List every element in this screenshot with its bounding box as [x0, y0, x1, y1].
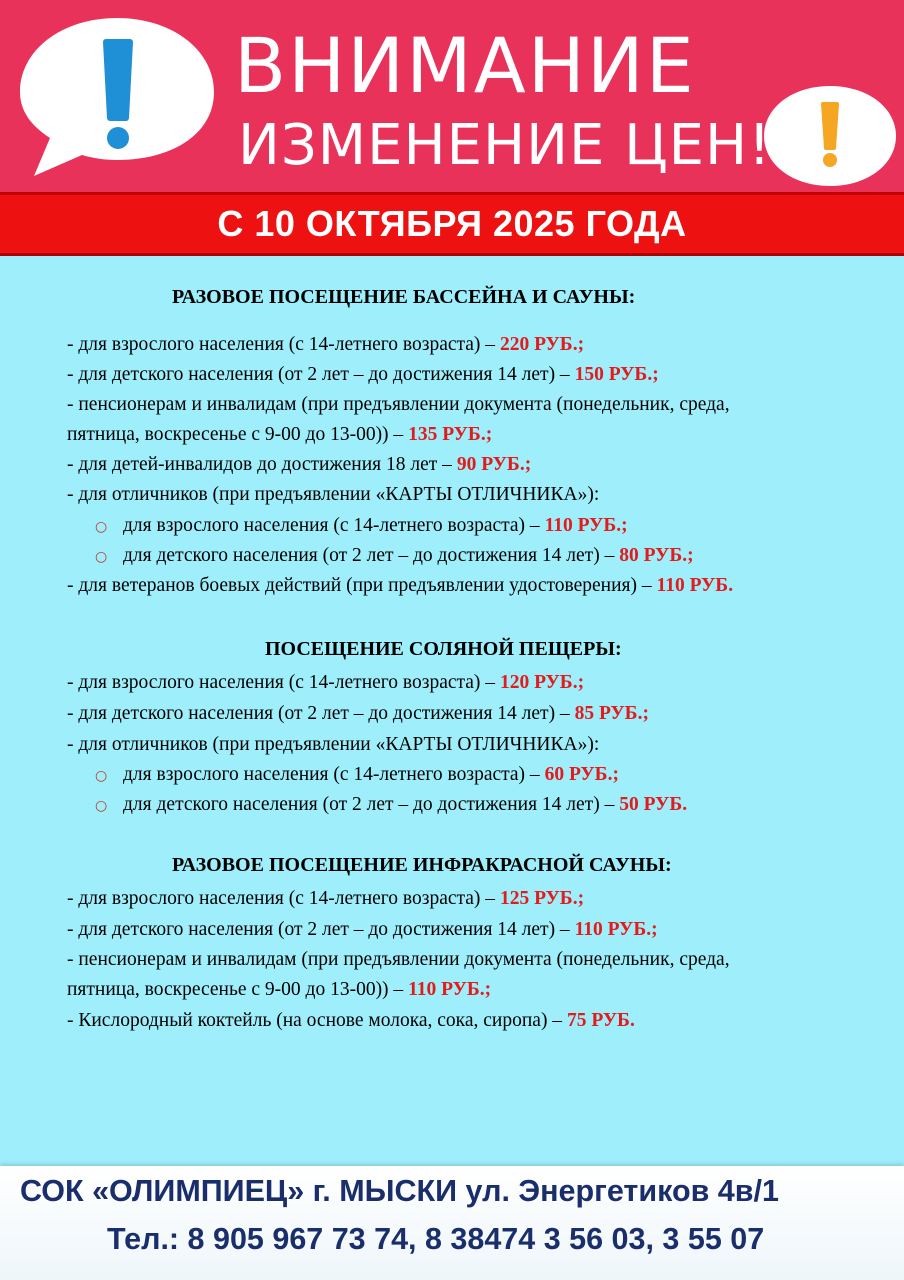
list-item: - для детей-инвалидов до достижения 18 лет – 90 РУБ.;	[67, 454, 532, 475]
price-change-title: ИЗМЕНЕНИЕ ЦЕН!	[238, 113, 772, 178]
salt-heading: ПОСЕЩЕНИЕ СОЛЯНОЙ ПЕЩЕРЫ:	[265, 638, 622, 660]
list-item: - пенсионерам и инвалидам (при предъявлении документа (понедельник, среда,	[67, 394, 730, 415]
list-item: - для взрослого населения (с 14-летнего возраста) – 120 РУБ.;	[67, 672, 585, 693]
list-item: - для детского населения (от 2 лет – до достижения 14 лет) – 110 РУБ.;	[67, 919, 658, 940]
date-text: С 10 ОКТЯБРЯ 2025 ГОДА	[217, 203, 687, 244]
header-banner	[0, 0, 904, 192]
list-item: ○ для взрослого населения (с 14-летнего возраста) – 60 РУБ.;	[95, 762, 619, 789]
exclamation-bubble-orange-icon	[760, 80, 900, 190]
list-item: пятница, воскресенье с 9-00 до 13-00)) – 110 РУБ.;	[67, 979, 492, 1000]
list-item: - для детского населения (от 2 лет – до достижения 14 лет) – 150 РУБ.;	[67, 364, 659, 385]
list-item: - пенсионерам и инвалидам (при предъявлении документа (понедельник, среда,	[67, 949, 730, 970]
list-item: ○ для детского населения (от 2 лет – до достижения 14 лет) – 50 РУБ.	[95, 792, 687, 819]
list-item: ○ для взрослого населения (с 14-летнего возраста) – 110 РУБ.;	[95, 513, 628, 540]
list-item: - для ветеранов боевых действий (при предъявлении удостоверения) – 110 РУБ.	[67, 575, 734, 596]
list-item: - для отличников (при предъявлении «КАРТЫ ОТЛИЧНИКА»):	[67, 734, 600, 755]
attention-title: ВНИМАНИЕ	[234, 21, 696, 110]
circle-bullet-icon: ○	[95, 519, 108, 535]
infrared-heading: РАЗОВОЕ ПОСЕЩЕНИЕ ИНФРАКРАСНОЙ САУНЫ:	[172, 854, 672, 876]
date-banner	[0, 192, 904, 256]
phones-text: Тел.: 8 905 967 73 74, 8 38474 3 56 03, 3 55 07	[107, 1222, 765, 1256]
list-item: - для взрослого населения (с 14-летнего возраста) – 220 РУБ.;	[67, 334, 585, 355]
list-item: - Кислородный коктейль (на основе молока, сока, сиропа) – 75 РУБ.	[67, 1010, 635, 1031]
footer-contacts	[0, 1166, 904, 1280]
circle-bullet-icon: ○	[95, 798, 108, 814]
pool-heading: РАЗОВОЕ ПОСЕЩЕНИЕ БАССЕЙНА И САУНЫ:	[172, 286, 636, 308]
address-text: СОК «ОЛИМПИЕЦ» г. МЫСКИ ул. Энергетиков 4в/1	[20, 1174, 779, 1208]
list-item: ○ для детского населения (от 2 лет – до достижения 14 лет) – 80 РУБ.;	[95, 543, 694, 570]
circle-bullet-icon: ○	[95, 549, 108, 565]
list-item: пятница, воскресенье с 9-00 до 13-00)) – 135 РУБ.;	[67, 424, 493, 445]
exclamation-bubble-blue-icon	[12, 10, 222, 180]
circle-bullet-icon: ○	[95, 768, 108, 784]
list-item: - для детского населения (от 2 лет – до достижения 14 лет) – 85 РУБ.;	[67, 703, 649, 724]
list-item: - для отличников (при предъявлении «КАРТЫ ОТЛИЧНИКА»):	[67, 484, 600, 505]
list-item: - для взрослого населения (с 14-летнего возраста) – 125 РУБ.;	[67, 888, 585, 909]
